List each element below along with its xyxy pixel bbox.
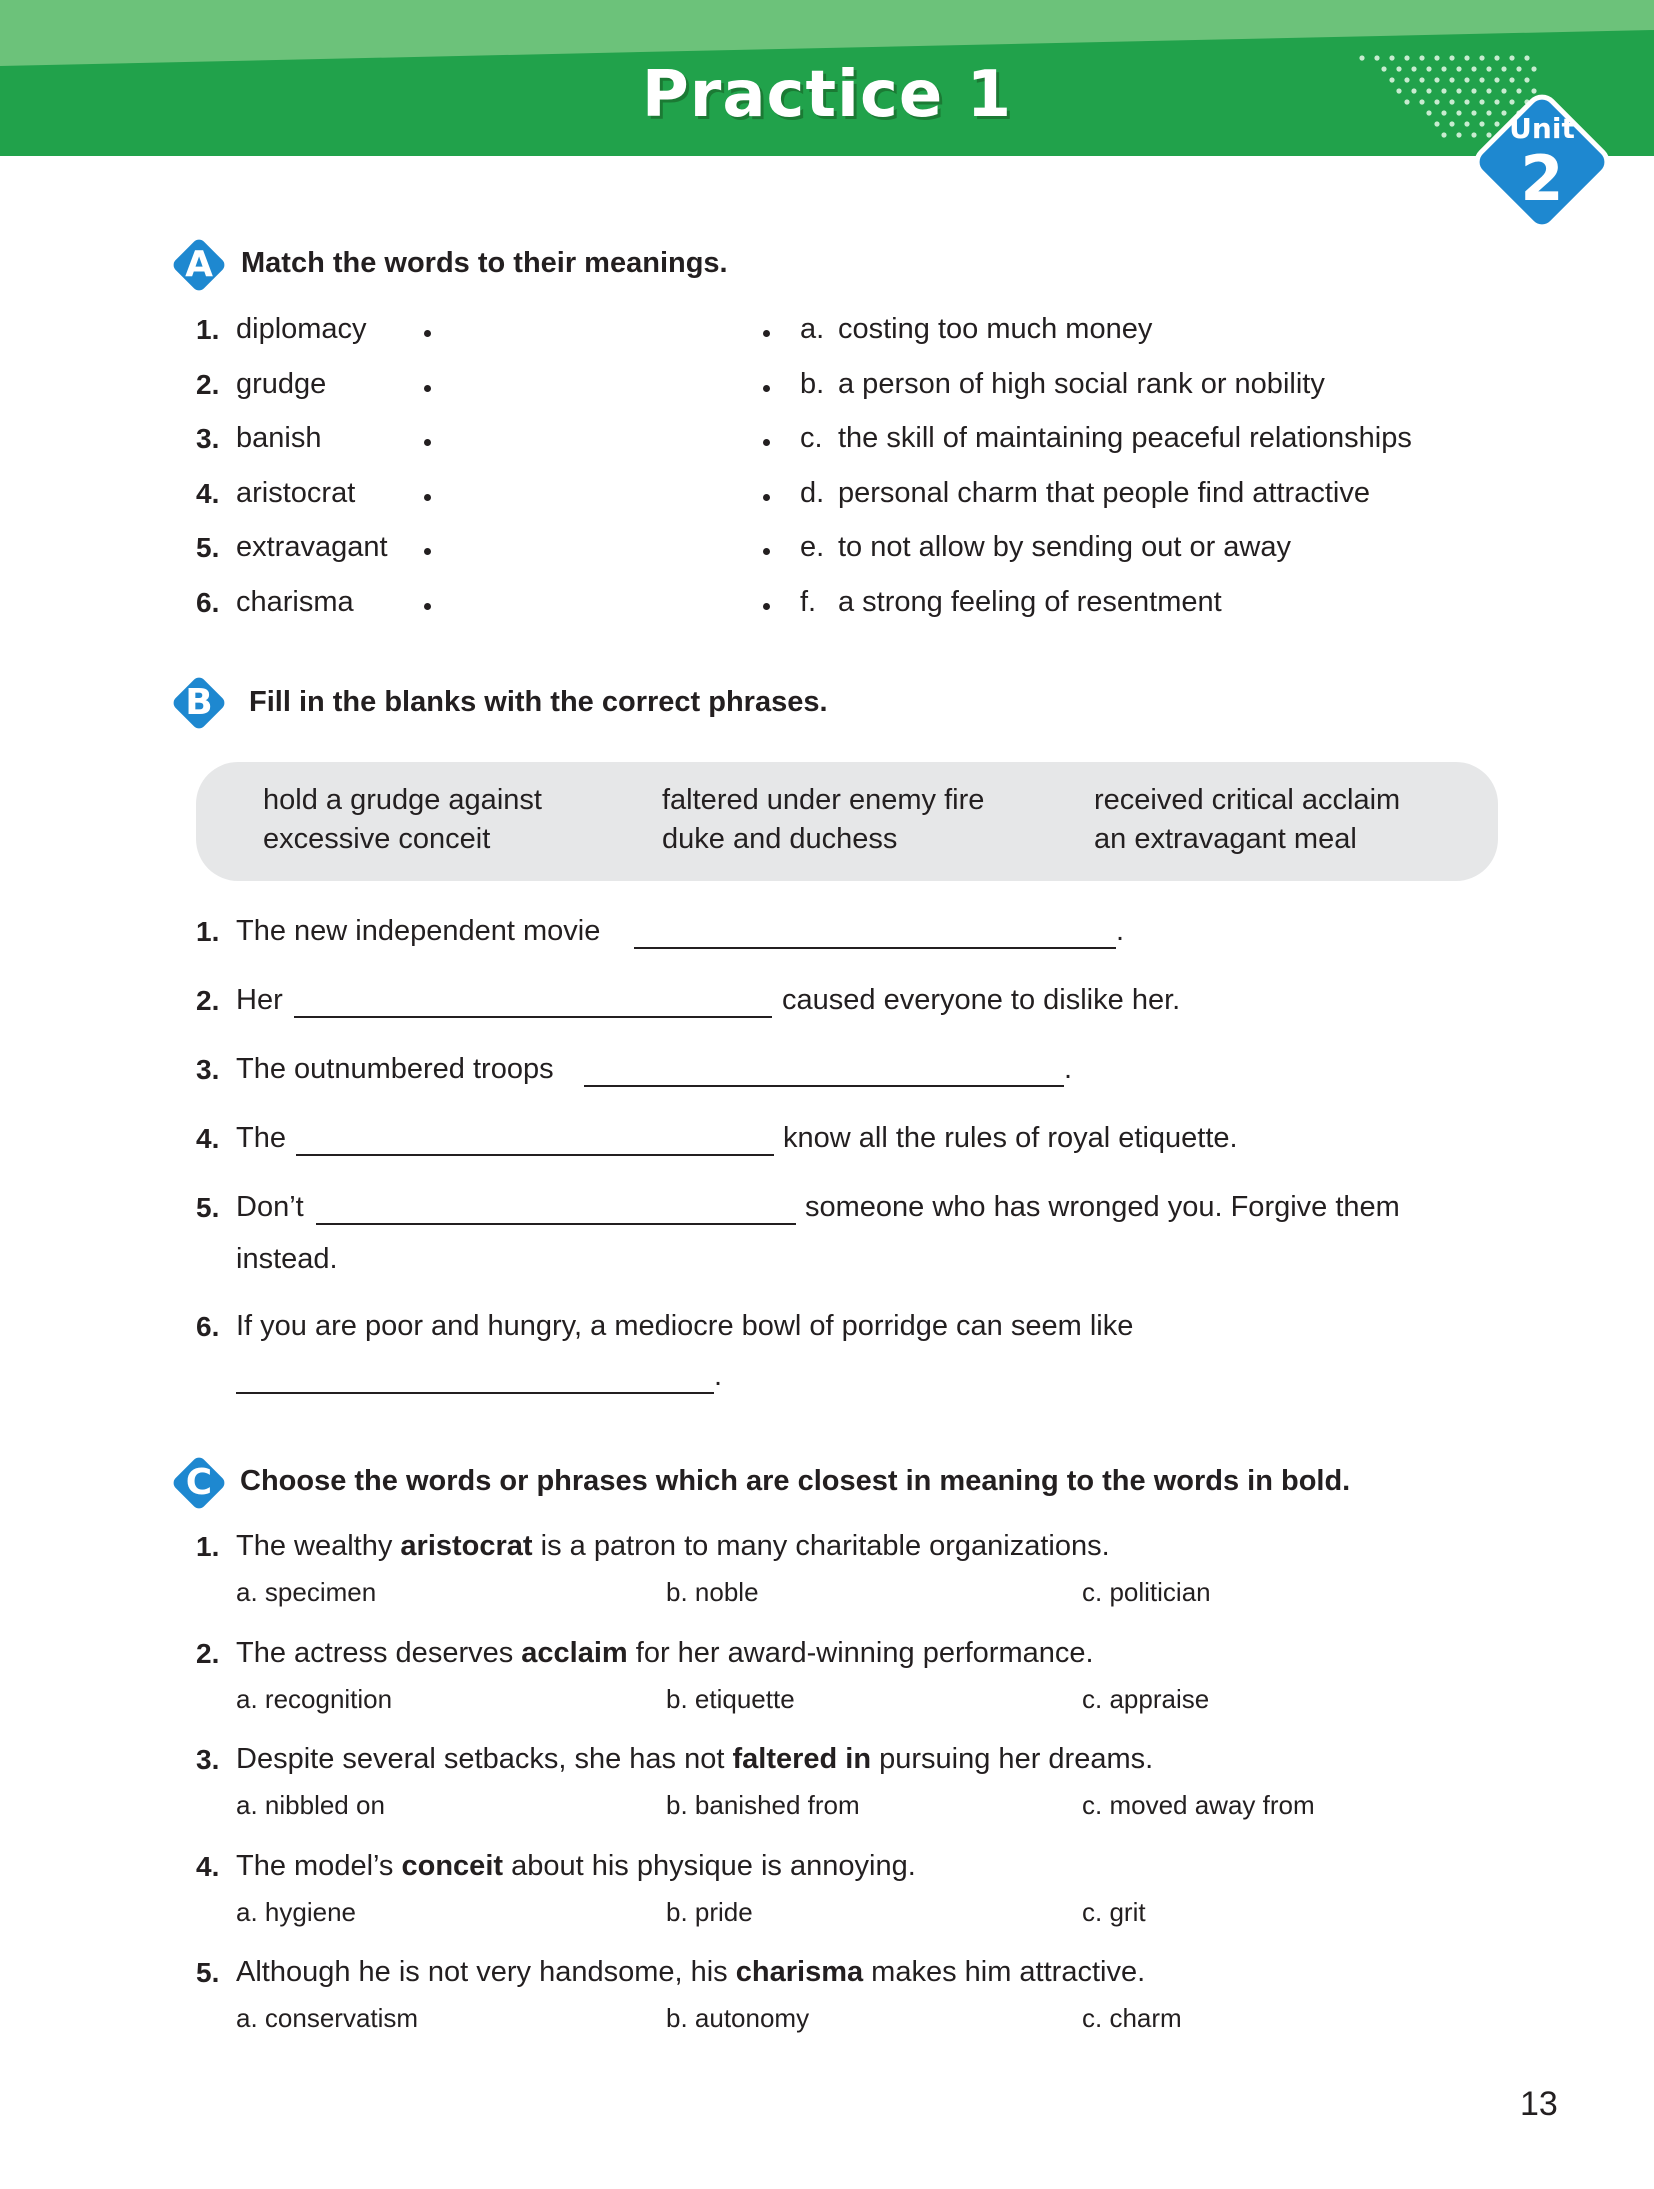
answer-blank[interactable] xyxy=(296,1154,774,1156)
word-box-phrase: an extravagant meal xyxy=(1094,823,1357,855)
question-text-part: Despite several setbacks, she has not xyxy=(236,1743,733,1775)
match-dot-left[interactable] xyxy=(424,385,431,392)
section-c-letter: C xyxy=(185,1462,213,1503)
page-number: 13 xyxy=(1520,2085,1558,2123)
answer-option[interactable]: b. etiquette xyxy=(666,1684,795,1714)
match-dot-left[interactable] xyxy=(424,439,431,446)
sentence-text: . xyxy=(1064,1053,1073,1085)
match-word: aristocrat xyxy=(236,477,356,509)
question-text xyxy=(236,1956,1145,1989)
word-box-phrase: faltered under enemy fire xyxy=(662,784,985,816)
meaning-letter: a. xyxy=(800,313,825,345)
match-dot-left[interactable] xyxy=(424,330,431,337)
sentence-number: 1. xyxy=(196,916,220,947)
answer-option[interactable]: b. autonomy xyxy=(666,2003,810,2033)
word-box-phrase: excessive conceit xyxy=(263,823,491,855)
match-dot-right[interactable] xyxy=(763,548,770,555)
section-c-instruction: Choose the words or phrases which are closest in meaning to the words in bold. xyxy=(240,1465,1351,1497)
meaning-text: personal charm that people find attractive xyxy=(838,477,1370,509)
answer-option[interactable]: c. politician xyxy=(1082,1577,1211,1607)
meaning-letter: d. xyxy=(800,477,825,509)
answer-option[interactable]: a. conservatism xyxy=(236,2003,419,2033)
answer-option[interactable]: c. moved away from xyxy=(1082,1790,1315,1820)
page-header xyxy=(0,0,1654,156)
unit-badge xyxy=(1462,82,1622,242)
match-dot-right[interactable] xyxy=(763,385,770,392)
answer-option[interactable]: c. charm xyxy=(1082,2003,1182,2033)
question-text-part: about his physique is annoying. xyxy=(503,1850,916,1882)
section-b-letter: B xyxy=(185,682,213,723)
question-text-part: The actress deserves xyxy=(236,1637,522,1669)
meaning-text: to not allow by sending out or away xyxy=(838,531,1291,563)
word-box xyxy=(196,762,1498,881)
answer-option[interactable]: a. nibbled on xyxy=(236,1790,385,1820)
question-text-part: makes him attractive. xyxy=(863,1956,1146,1988)
bold-keyword: acclaim xyxy=(521,1637,628,1669)
question-text-part: The wealthy xyxy=(236,1530,401,1562)
sentence-number: 2. xyxy=(196,985,220,1016)
match-dot-right[interactable] xyxy=(763,603,770,610)
word-number: 1. xyxy=(196,314,220,345)
match-dot-left[interactable] xyxy=(424,603,431,610)
match-word: diplomacy xyxy=(236,313,367,345)
meaning-letter: b. xyxy=(800,368,825,400)
question-text xyxy=(236,1850,916,1883)
question-text-part: is a patron to many charitable organizations. xyxy=(532,1530,1110,1562)
word-box-phrase: received critical acclaim xyxy=(1094,784,1401,816)
sentence-text: . xyxy=(714,1360,723,1392)
sentence-text: . xyxy=(1116,915,1125,947)
answer-option[interactable]: a. hygiene xyxy=(236,1897,356,1927)
sentence-text: If you are poor and hungry, a mediocre bowl of porridge can seem like xyxy=(236,1310,1134,1342)
match-word: banish xyxy=(236,422,322,454)
match-dot-right[interactable] xyxy=(763,439,770,446)
answer-option[interactable]: c. grit xyxy=(1082,1897,1146,1927)
meaning-text: the skill of maintaining peaceful relationships xyxy=(838,422,1412,454)
match-dot-right[interactable] xyxy=(763,330,770,337)
answer-blank[interactable] xyxy=(584,1085,1064,1087)
section-a-instruction: Match the words to their meanings. xyxy=(241,247,728,279)
sentence-text: The outnumbered troops xyxy=(236,1053,554,1085)
word-number: 3. xyxy=(196,423,220,454)
question-text-part: The model’s xyxy=(236,1850,402,1882)
answer-blank[interactable] xyxy=(236,1392,714,1394)
section-a-letter: A xyxy=(185,244,213,285)
page-title: Practice 1 xyxy=(641,58,1013,132)
answer-option[interactable]: a. recognition xyxy=(236,1684,393,1714)
sentence-text: caused everyone to dislike her. xyxy=(782,984,1181,1016)
question-text xyxy=(236,1530,1110,1563)
sentence-number: 3. xyxy=(196,1054,220,1085)
sentence-text: someone who has wronged you. Forgive them xyxy=(805,1191,1400,1223)
word-number: 5. xyxy=(196,532,220,563)
match-word: extravagant xyxy=(236,531,388,563)
unit-number: 2 xyxy=(1520,142,1564,215)
bold-keyword: aristocrat xyxy=(400,1530,533,1562)
answer-option[interactable]: b. pride xyxy=(666,1897,753,1927)
sentence-text: instead. xyxy=(236,1243,338,1275)
sentence-text: The xyxy=(236,1122,286,1154)
answer-option[interactable]: a. specimen xyxy=(236,1577,377,1607)
meaning-letter: e. xyxy=(800,531,825,563)
word-number: 2. xyxy=(196,369,220,400)
word-number: 6. xyxy=(196,587,220,618)
section-b-instruction: Fill in the blanks with the correct phrases. xyxy=(249,686,828,718)
sentence-text: Don’t xyxy=(236,1191,304,1223)
answer-option[interactable]: b. noble xyxy=(666,1577,759,1607)
match-word: charisma xyxy=(236,586,354,618)
answer-option[interactable]: b. banished from xyxy=(666,1790,860,1820)
sentence-number: 6. xyxy=(196,1311,220,1342)
unit-label: Unit xyxy=(1509,112,1575,145)
match-dot-left[interactable] xyxy=(424,548,431,555)
question-number: 2. xyxy=(196,1638,220,1669)
question-text xyxy=(236,1743,1153,1776)
word-box-phrase: hold a grudge against xyxy=(263,784,542,816)
match-word: grudge xyxy=(236,368,327,400)
meaning-letter: c. xyxy=(800,422,823,454)
sentence-number: 5. xyxy=(196,1192,220,1223)
bold-keyword: conceit xyxy=(401,1850,504,1882)
sentence-number: 4. xyxy=(196,1123,220,1154)
question-text xyxy=(236,1637,1094,1670)
word-box-phrase: duke and duchess xyxy=(662,823,898,855)
meaning-letter: f. xyxy=(800,586,817,618)
sentence-text: Her xyxy=(236,984,283,1016)
question-number: 1. xyxy=(196,1531,220,1562)
sentence-text: The new independent movie xyxy=(236,915,601,947)
question-text-part: for her award-winning performance. xyxy=(627,1637,1094,1669)
question-number: 5. xyxy=(196,1957,220,1988)
meaning-text: a person of high social rank or nobility xyxy=(838,368,1325,400)
match-dot-right[interactable] xyxy=(763,494,770,501)
match-dot-left[interactable] xyxy=(424,494,431,501)
answer-blank[interactable] xyxy=(294,1016,772,1018)
question-number: 3. xyxy=(196,1744,220,1775)
answer-blank[interactable] xyxy=(634,947,1116,949)
bold-keyword: faltered in xyxy=(732,1743,872,1775)
question-text-part: Although he is not very handsome, his xyxy=(236,1956,736,1988)
answer-option[interactable]: c. appraise xyxy=(1082,1684,1210,1714)
question-number: 4. xyxy=(196,1851,220,1882)
meaning-text: costing too much money xyxy=(838,313,1153,345)
meaning-text: a strong feeling of resentment xyxy=(838,586,1222,618)
answer-blank[interactable] xyxy=(316,1223,796,1225)
sentence-text: know all the rules of royal etiquette. xyxy=(783,1122,1238,1154)
question-text-part: pursuing her dreams. xyxy=(871,1743,1154,1775)
bold-keyword: charisma xyxy=(735,1956,864,1988)
word-number: 4. xyxy=(196,478,220,509)
